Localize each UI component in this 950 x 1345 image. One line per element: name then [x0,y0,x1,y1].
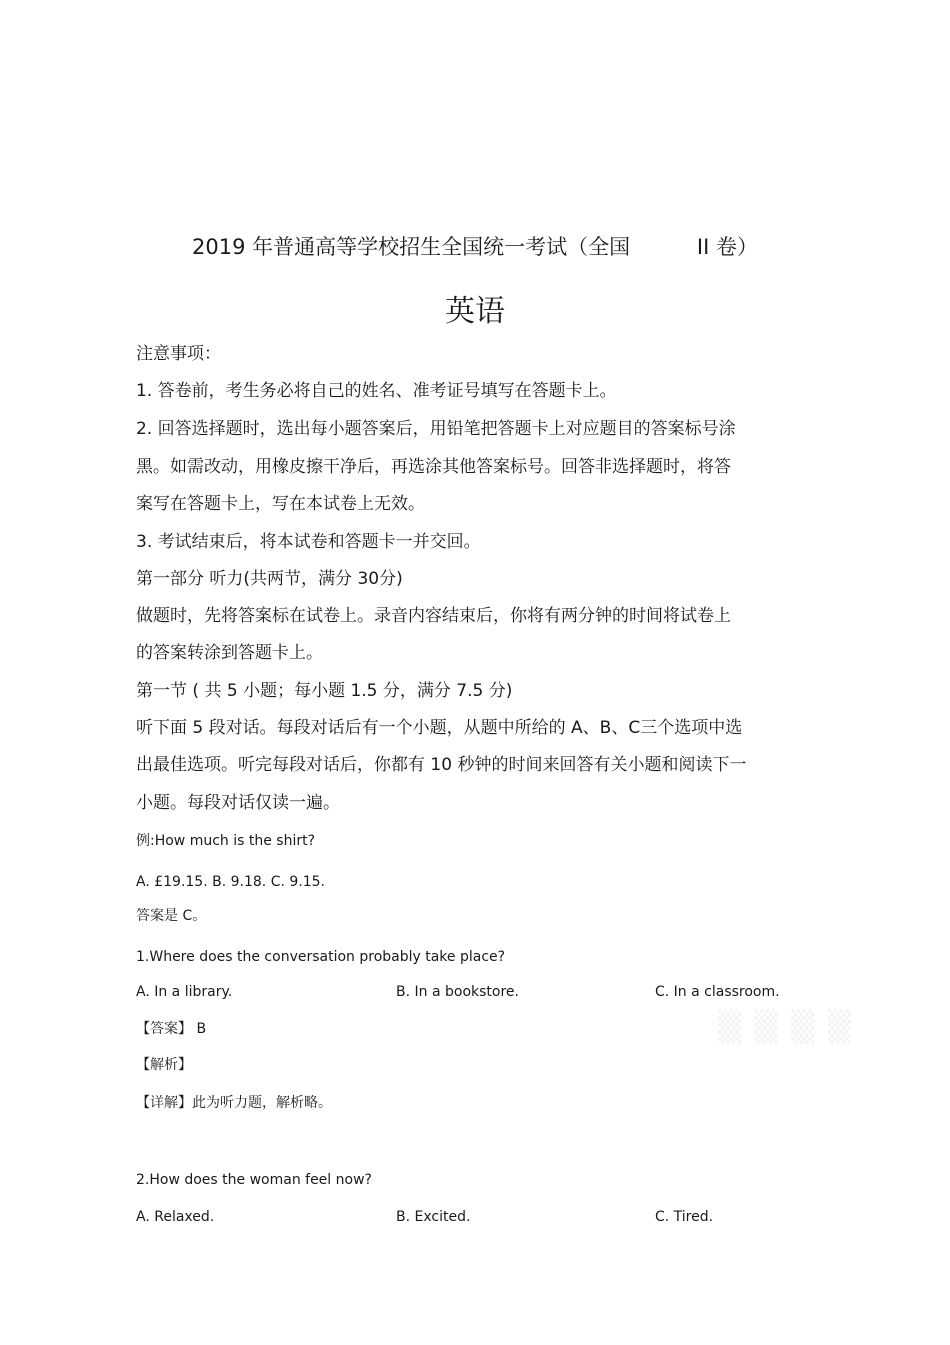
section1-desc-line-2: 出最佳选项。听完每段对话后，你都有 10 秒钟的时间来回答有关小题和阅读下一 [136,755,747,775]
section1-desc-line-3: 小题。每段对话仅读一遍。 [136,793,340,813]
question-2-option-b: B. Excited. [396,1209,471,1225]
notice-item-2-line-1: 2. 回答选择题时，选出每小题答案后，用铅笔把答题卡上对应题目的答案标号涂 [136,419,736,439]
example-answer: 答案是 C。 [136,908,207,924]
notice-item-2-line-3: 案写在答题卡上，写在本试卷上无效。 [136,494,425,514]
section1-desc-line-1: 听下面 5 段对话。每段对话后有一个小题，从题中所给的 A、B、C三个选项中选 [136,718,743,738]
question-2: 2.How does the woman feel now? [136,1172,372,1188]
question-2-option-a: A. Relaxed. [136,1209,215,1225]
exam-title: 2019 年普通高等学校招生全国统一考试（全国 II 卷） [192,235,758,259]
notice-item-1: 1. 答卷前，考生务必将自己的姓名、准考证号填写在答题卡上。 [136,381,617,401]
part1-heading: 第一部分 听力(共两节，满分 30分) [136,569,403,589]
part1-desc-line-1: 做题时，先将答案标在试卷上。录音内容结束后，你将有两分钟的时间将试卷上 [136,606,731,626]
question-1-option-c: C. In a classroom. [655,984,780,1000]
question-1-detail: 【详解】此为听力题，解析略。 [136,1095,332,1111]
example-options: A. £19.15. B. 9.18. C. 9.15. [136,874,325,890]
notice-item-2-line-2: 黑。如需改动，用橡皮擦干净后，再选涂其他答案标号。回答非选择题时，将答 [136,457,731,477]
subject-title: 英语 [445,294,505,329]
question-1-answer: 【答案】 B [136,1021,207,1037]
question-1-option-b: B. In a bookstore. [396,984,519,1000]
question-1: 1.Where does the conversation probably take place? [136,949,506,965]
question-1-analysis: 【解析】 [136,1057,192,1073]
notice-item-3: 3. 考试结束后，将本试卷和答题卡一并交回。 [136,532,481,552]
section1-heading: 第一节 ( 共 5 小题；每小题 1.5 分，满分 7.5 分) [136,681,513,701]
part1-desc-line-2: 的答案转涂到答题卡上。 [136,643,323,663]
watermark: ▒ ▒ ▒ ▒ [718,1010,853,1045]
question-1-option-a: A. In a library. [136,984,233,1000]
question-2-option-c: C. Tired. [655,1209,714,1225]
example-question: 例:How much is the shirt? [136,833,316,849]
notice-heading: 注意事项： [136,344,221,364]
